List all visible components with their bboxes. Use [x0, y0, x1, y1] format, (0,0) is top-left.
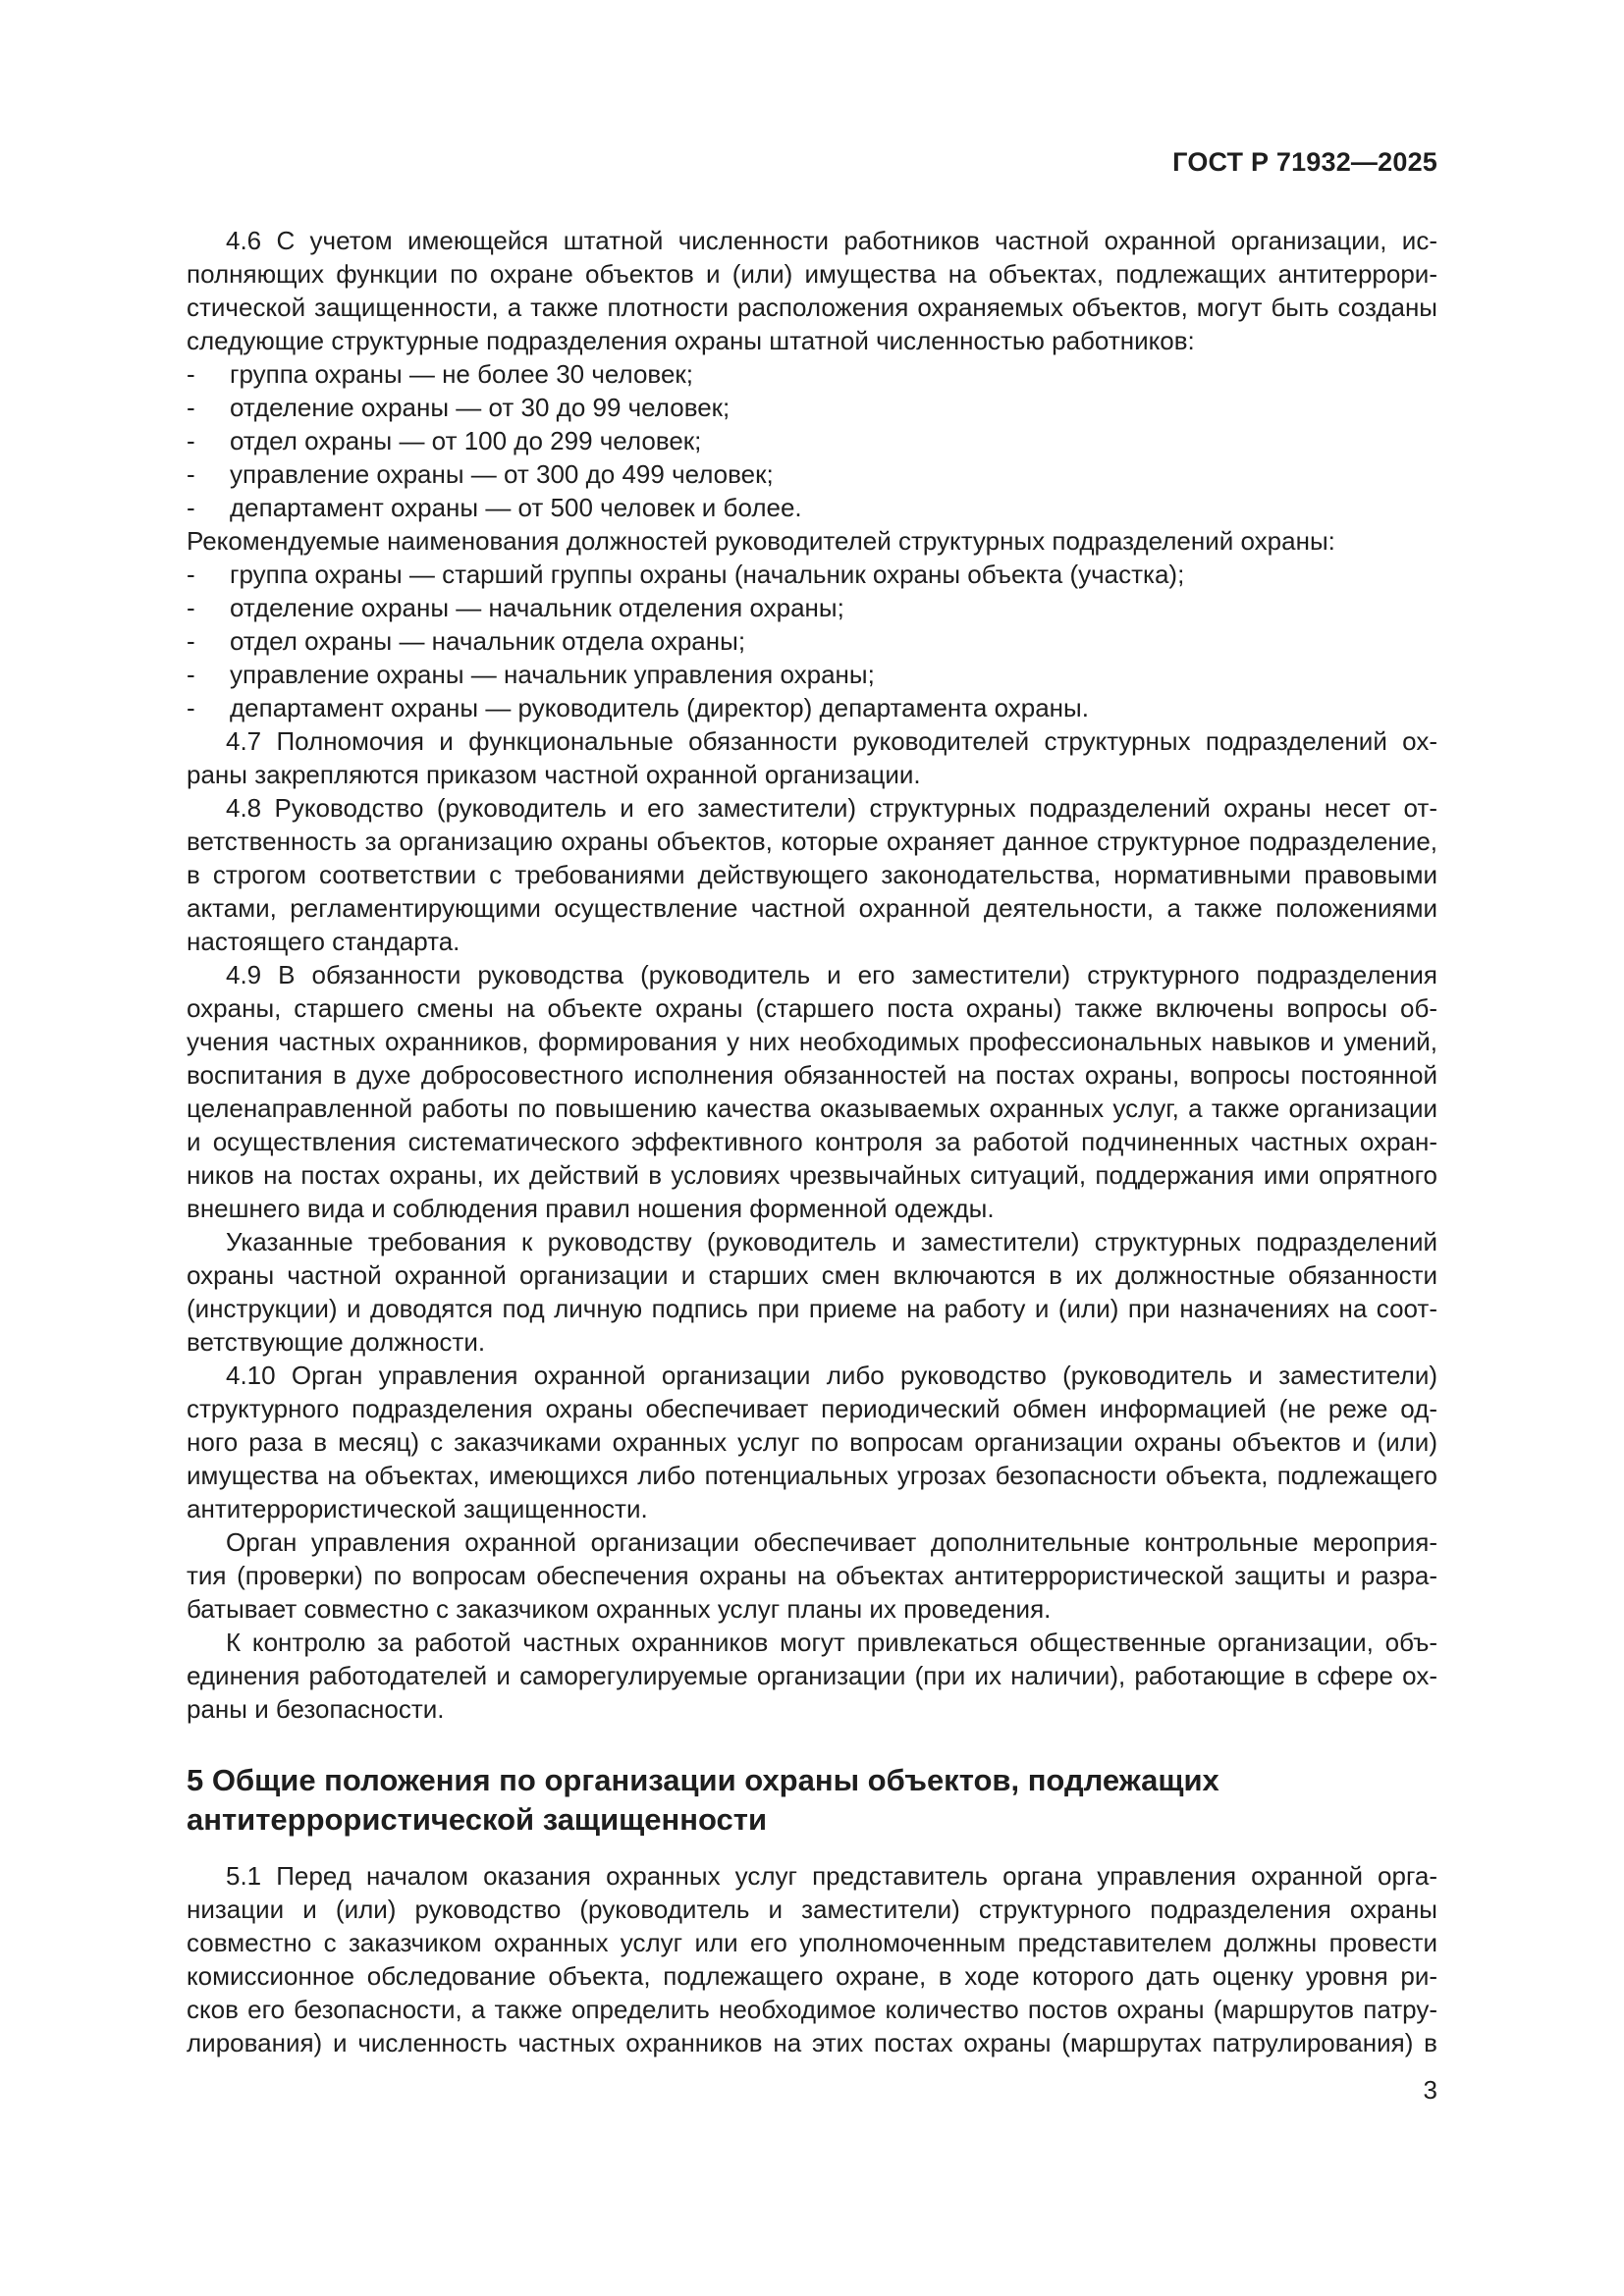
list-item [187, 424, 1437, 457]
paragraph-line: ветственность за организацию охраны объектов, которые охраняет данное структурное подразделение, [187, 827, 1437, 856]
paragraph-line: 4.7 Полномочия и функциональные обязанности руководителей структурных подразделений ох- [226, 726, 1437, 756]
paragraph-line: ветствующие должности. [187, 1327, 486, 1357]
paragraph-line: ного раза в месяц) с заказчиками охранных услуг по вопросам организации охраны объектов и (или) [187, 1427, 1437, 1457]
paragraph-line: раны и безопасности. [187, 1694, 445, 1724]
list-item [187, 558, 1437, 591]
list-item-text: управление охраны — начальник управления охраны; [230, 660, 875, 689]
positions-list [187, 558, 1437, 724]
list-item [187, 357, 1437, 391]
list-dash: - [187, 693, 195, 722]
positions-heading: Рекомендуемые наименования должностей руководителей структурных подразделений охраны: [187, 526, 1335, 556]
paragraph-line: настоящего стандарта. [187, 927, 460, 956]
paragraph-4-10 [187, 1359, 1437, 1525]
document-body [187, 224, 1437, 2059]
paragraph-line: 4.6 С учетом имеющейся штатной численности работников частной охранной организации, ис- [226, 226, 1437, 255]
paragraph-line: (инструкции) и доводятся под личную подпись при приеме на работу и (или) при назначениях на соот- [187, 1294, 1437, 1323]
paragraph-line: полняющих функции по охране объектов и (или) имущества на объектах, подлежащих антитеррори- [187, 259, 1437, 289]
list-item [187, 391, 1437, 424]
page-number: 3 [1423, 2075, 1437, 2105]
paragraph-line: целенаправленной работы по повышению качества оказываемых охранных услуг, а также организации [187, 1094, 1437, 1123]
section-5-heading [187, 1761, 1437, 1840]
list-dash: - [187, 493, 195, 522]
list-item-text: отделение охраны — от 30 до 99 человек; [230, 393, 731, 422]
list-item-text: группа охраны — не более 30 человек; [230, 359, 693, 389]
list-dash: - [187, 593, 195, 622]
list-item [187, 591, 1437, 624]
list-item-text: отдел охраны — начальник отдела охраны; [230, 626, 746, 656]
paragraph-5-1 [187, 1859, 1437, 2059]
list-item-text: группа охраны — старший группы охраны (начальник охраны объекта (участка); [230, 560, 1185, 589]
list-dash: - [187, 459, 195, 489]
list-item [187, 691, 1437, 724]
paragraph-line: низации и (или) руководство (руководитель и заместители) структурного подразделения охраны [187, 1895, 1437, 1924]
paragraph-line: К контролю за работой частных охранников могут привлекаться общественные организации, объ- [226, 1628, 1437, 1657]
paragraph-4-9 [187, 958, 1437, 1225]
list-dash: - [187, 626, 195, 656]
paragraph-line: совместно с заказчиком охранных услуг или его уполномоченным представителем должны провести [187, 1928, 1437, 1957]
paragraph-line: 4.9 В обязанности руководства (руководитель и его заместители) структурного подразделения [226, 960, 1437, 989]
paragraph-line: Орган управления охранной организации обеспечивает дополнительные контрольные мероприя- [226, 1527, 1437, 1557]
paragraph-line: тия (проверки) по вопросам обеспечения охраны на объектах антитеррористической защиты и разра- [187, 1561, 1437, 1590]
list-item-text: отделение охраны — начальник отделения охраны; [230, 593, 844, 622]
paragraph-line: учения частных охранников, формирования у них необходимых профессиональных навыков и умений, [187, 1027, 1437, 1056]
paragraph-line: комиссионное обследование объекта, подлежащего охране, в ходе которого дать оценку уровня ри- [187, 1961, 1437, 1991]
paragraph-line: 4.10 Орган управления охранной организации либо руководство (руководитель и заместители) [226, 1361, 1437, 1390]
paragraph-4-9-requirements [187, 1225, 1437, 1359]
paragraph-line: имущества на объектах, имеющихся либо потенциальных угрозах безопасности объекта, подлежащего [187, 1461, 1437, 1490]
paragraph-line: охраны частной охранной организации и старших смен включаются в их должностные обязанности [187, 1260, 1437, 1290]
list-item-text: департамент охраны — от 500 человек и более. [230, 493, 802, 522]
list-item-text: департамент охраны — руководитель (директор) департамента охраны. [230, 693, 1089, 722]
document-code-header: ГОСТ Р 71932—2025 [1172, 147, 1437, 177]
list-dash: - [187, 560, 195, 589]
paragraph-line: и осуществления систематического эффективного контроля за работой подчиненных частных охран- [187, 1127, 1437, 1156]
units-list [187, 357, 1437, 524]
list-item-text: управление охраны — от 300 до 499 человек; [230, 459, 774, 489]
paragraph-line: структурного подразделения охраны обеспечивает периодический обмен информацией (не реже од- [187, 1394, 1437, 1423]
paragraph-line: раны закрепляются приказом частной охранной организации. [187, 760, 921, 789]
paragraph-line: актами, регламентирующими осуществление частной охранной деятельности, а также положениями [187, 893, 1437, 923]
paragraph-line: внешнего вида и соблюдения правил ношения форменной одежды. [187, 1194, 995, 1223]
paragraph-line: в строгом соответствии с требованиями действующего законодательства, нормативными правовыми [187, 860, 1437, 889]
list-dash: - [187, 426, 195, 455]
paragraph-line: батывает совместно с заказчиком охранных услуг планы их проведения. [187, 1594, 1052, 1624]
list-item [187, 491, 1437, 524]
list-item [187, 658, 1437, 691]
list-dash: - [187, 359, 195, 389]
paragraph-line: Указанные требования к руководству (руководитель и заместители) структурных подразделений [226, 1227, 1437, 1256]
paragraph-line: 4.8 Руководство (руководитель и его заместители) структурных подразделений охраны несет от- [226, 793, 1437, 823]
paragraph-line: охраны, старшего смены на объекте охраны (старшего поста охраны) также включены вопросы об- [187, 993, 1437, 1023]
list-item [187, 624, 1437, 658]
paragraph-line: единения работодателей и саморегулируемые организации (при их наличии), работающие в сфере ох- [187, 1661, 1437, 1690]
paragraph-4-7 [187, 724, 1437, 791]
list-item-text: отдел охраны — от 100 до 299 человек; [230, 426, 702, 455]
paragraph-line: лирования) и численность частных охранников на этих постах охраны (маршрутах патрулирования) в [187, 2028, 1437, 2057]
paragraph-line: воспитания в духе добросовестного исполнения обязанностей на постах охраны, вопросы постоянной [187, 1060, 1437, 1090]
paragraph-4-10-control-measures [187, 1525, 1437, 1626]
paragraph-4-8 [187, 791, 1437, 958]
section-heading-line: антитеррористической защищенности [187, 1802, 767, 1837]
list-dash: - [187, 393, 195, 422]
paragraph-4-6 [187, 224, 1437, 357]
paragraph-line: 5.1 Перед началом оказания охранных услуг представитель органа управления охранной орга- [226, 1861, 1437, 1891]
list-dash: - [187, 660, 195, 689]
paragraph-line: следующие структурные подразделения охраны штатной численностью работников: [187, 326, 1195, 355]
paragraph-4-10-public-control [187, 1626, 1437, 1726]
paragraph-line: стической защищенности, а также плотности расположения охраняемых объектов, могут быть созданы [187, 293, 1437, 322]
paragraph-line: антитеррористической защищенности. [187, 1494, 648, 1523]
list-item [187, 457, 1437, 491]
paragraph-line: ников на постах охраны, их действий в условиях чрезвычайных ситуаций, поддержания ими опрятного [187, 1160, 1437, 1190]
paragraph-line: сков его безопасности, а также определить необходимое количество постов охраны (маршрутов патру- [187, 1995, 1437, 2024]
section-heading-line: 5 Общие положения по организации охраны объектов, подлежащих [187, 1763, 1219, 1797]
